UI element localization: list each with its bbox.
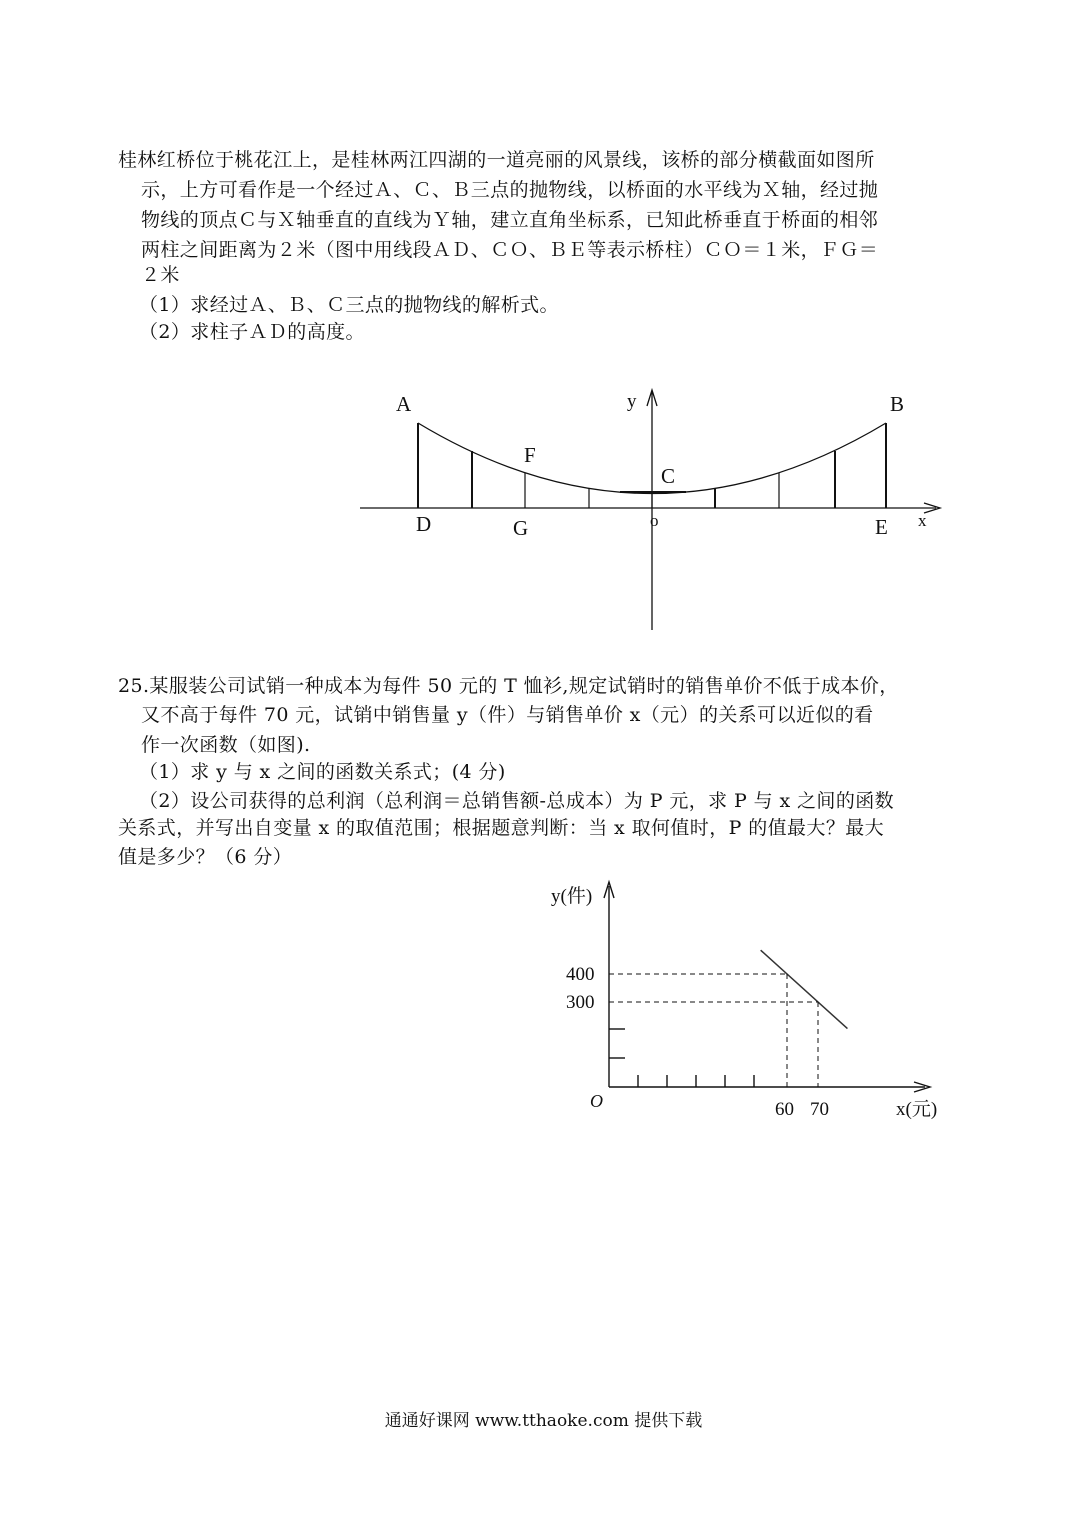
p24-line-5: ２米 [141,264,180,286]
p25-question-2-line-2: 关系式，并写出自变量 x 的取值范围；根据题意判断：当 x 取何值时，P 的值最大？最大 [118,817,885,839]
graph-x-label: x(元) [896,1099,938,1120]
label-F: F [524,443,536,467]
label-C: C [661,464,676,488]
label-y-axis: y [627,391,637,412]
label-B: B [890,392,905,416]
p25-question-1: （1）求 y 与 x 之间的函数关系式；(4 分) [139,761,506,783]
label-D: D [416,512,432,536]
graph-y-label: y(件) [551,886,593,907]
label-E: E [875,515,888,539]
p25-question-2-line-1: （2）设公司获得的总利润（总利润＝总销售额-总成本）为 P 元，求 P 与 x 之间的函数 [139,790,895,812]
p24-question-1: （1）求经过Ａ、Ｂ、Ｃ三点的抛物线的解析式。 [139,294,559,316]
p25-line-3: 作一次函数（如图). [141,734,311,756]
p25-question-2-line-3: 值是多少？（6 分） [118,846,293,868]
p24-line-1: 桂林红桥位于桃花江上，是桂林两江四湖的一道亮丽的风景线，该桥的部分横截面如图所 [118,149,875,171]
p24-line-3: 物线的顶点Ｃ与Ｘ轴垂直的直线为Ｙ轴，建立直角坐标系，已知此桥垂直于桥面的相邻 [141,209,879,231]
label-A: A [396,392,412,416]
p25-line-2: 又不高于每件 70 元，试销中销售量 y（件）与销售单价 x（元）的关系可以近似的看 [141,704,874,726]
graph-y-tick-label-400: 400 [566,964,595,985]
label-origin: o [650,511,659,530]
footer-credit: 通通好课网 www.tthaoke.com 提供下载 [384,1411,703,1431]
sales-graph [0,860,1087,1140]
bridge-figure [0,0,1087,660]
graph-x-tick-label-60: 60 [775,1099,794,1120]
sales-function-line [761,950,848,1028]
p25-line-1: 25.某服装公司试销一种成本为每件 50 元的 T 恤衫,规定试销时的销售单价不低于成本价， [118,675,899,697]
p24-line-4: 两柱之间距离为２米（图中用线段ＡＤ、ＣＯ、ＢＥ等表示桥柱）ＣＯ＝１米，ＦＧ＝ [141,239,879,261]
p24-line-2: 示，上方可看作是一个经过Ａ、Ｃ、Ｂ三点的抛物线，以桥面的水平线为Ｘ轴，经过抛 [141,179,879,201]
graph-y-tick-label-300: 300 [566,992,595,1013]
graph-x-tick-label-70: 70 [810,1099,829,1120]
p24-question-2: （2）求柱子ＡＤ的高度。 [139,321,365,343]
label-x-axis: x [918,511,927,530]
graph-origin-label: O [590,1091,603,1111]
label-G: G [513,516,529,540]
